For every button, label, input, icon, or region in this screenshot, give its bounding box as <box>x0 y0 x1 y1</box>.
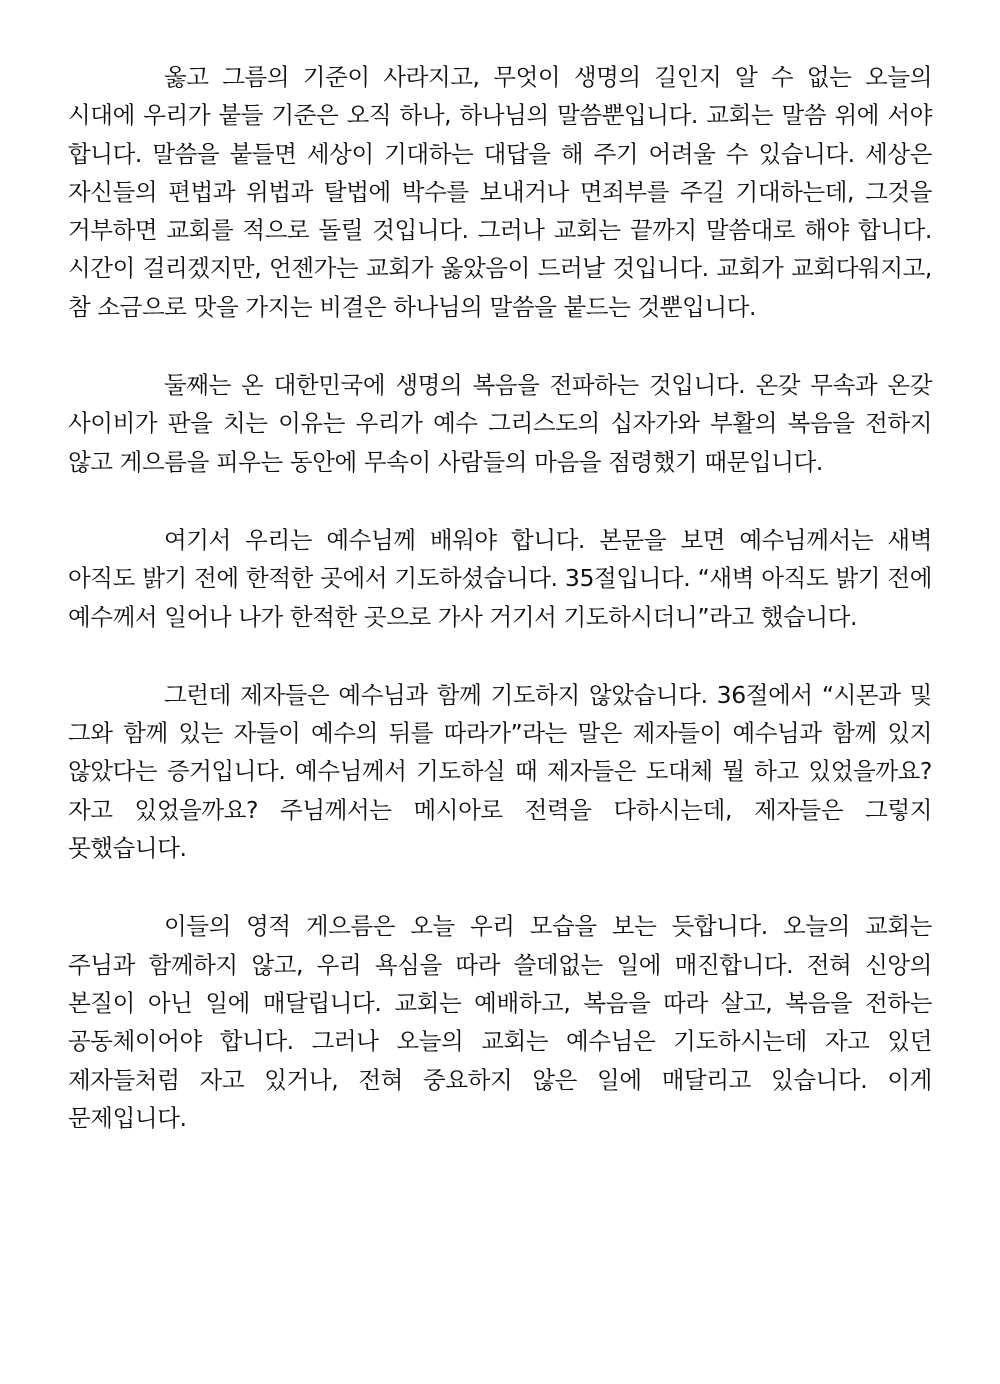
paragraph-1: 옳고 그름의 기준이 사라지고, 무엇이 생명의 길인지 알 수 없는 오늘의 시대에 우리가 붙들 기준은 오직 하나, 하나님의 말씀뿐입니다. 교회는 말씀 위에 서야 합니다. 말씀을 붙들면 세상이 기대하는 대답을 해 주기 어려울 수 있습니다. 세상은 자신들의 편법과 위법과 탈법에 박수를 보내거나 면죄부를 주길 기대하는데, 그것을 거부하면 교회를 적으로 돌릴 것입니다. 그러나 교회는 끝까지 말씀대로 해야 합니다. 시간이 걸리겠지만, 언젠가는 교회가 옳았음이 드러날 것입니다. 교회가 교회다워지고, 참 소금으로 맛을 가지는 비결은 하나님의 말씀을 붙드는 것뿐입니다. <box>68 63 932 321</box>
paragraph-5: 이들의 영적 게으름은 오늘 우리 모습을 보는 듯합니다. 오늘의 교회는 주님과 함께하지 않고, 우리 욕심을 따라 쓸데없는 일에 매진합니다. 전혀 신앙의 본질이 아닌 일에 매달립니다. 교회는 예배하고, 복음을 따라 살고, 복음을 전하는 공동체이어야 합니다. 그러나 오늘의 교회는 예수님은 기도하시는데 자고 있던 제자들처럼 자고 있거나, 전혀 중요하지 않은 일에 매달리고 있습니다. 이게 문제입니다. <box>68 912 932 1132</box>
paragraph-4: 그런데 제자들은 예수님과 함께 기도하지 않았습니다. 36절에서 “시몬과 및 그와 함께 있는 자들이 예수의 뒤를 따라가”라는 말은 제자들이 예수님과 함께 있지 않았다는 증거입니다. 예수님께서 기도하실 때 제자들은 도대체 뭘 하고 있었을까요? 자고 있었을까요? 주님께서는 메시아로 전력을 다하시는데, 제자들은 그렇지 못했습니다. <box>68 680 932 863</box>
paragraph-3: 여기서 우리는 예수님께 배워야 합니다. 본문을 보면 예수님께서는 새벽 아직도 밝기 전에 한적한 곳에서 기도하셨습니다. 35절입니다. “새벽 아직도 밝기 전에 예수께서 일어나 나가 한적한 곳으로 가사 거기서 기도하시더니”라고 했습니다. <box>68 525 932 631</box>
paragraph-2: 둘째는 온 대한민국에 생명의 복음을 전파하는 것입니다. 온갖 무속과 온갖 사이비가 판을 치는 이유는 우리가 예수 그리스도의 십자가와 부활의 복음을 전하지 않고 게으름을 피우는 동안에 무속이 사람들의 마음을 점령했기 때문입니다. <box>68 371 932 476</box>
document-body <box>68 58 932 1177</box>
